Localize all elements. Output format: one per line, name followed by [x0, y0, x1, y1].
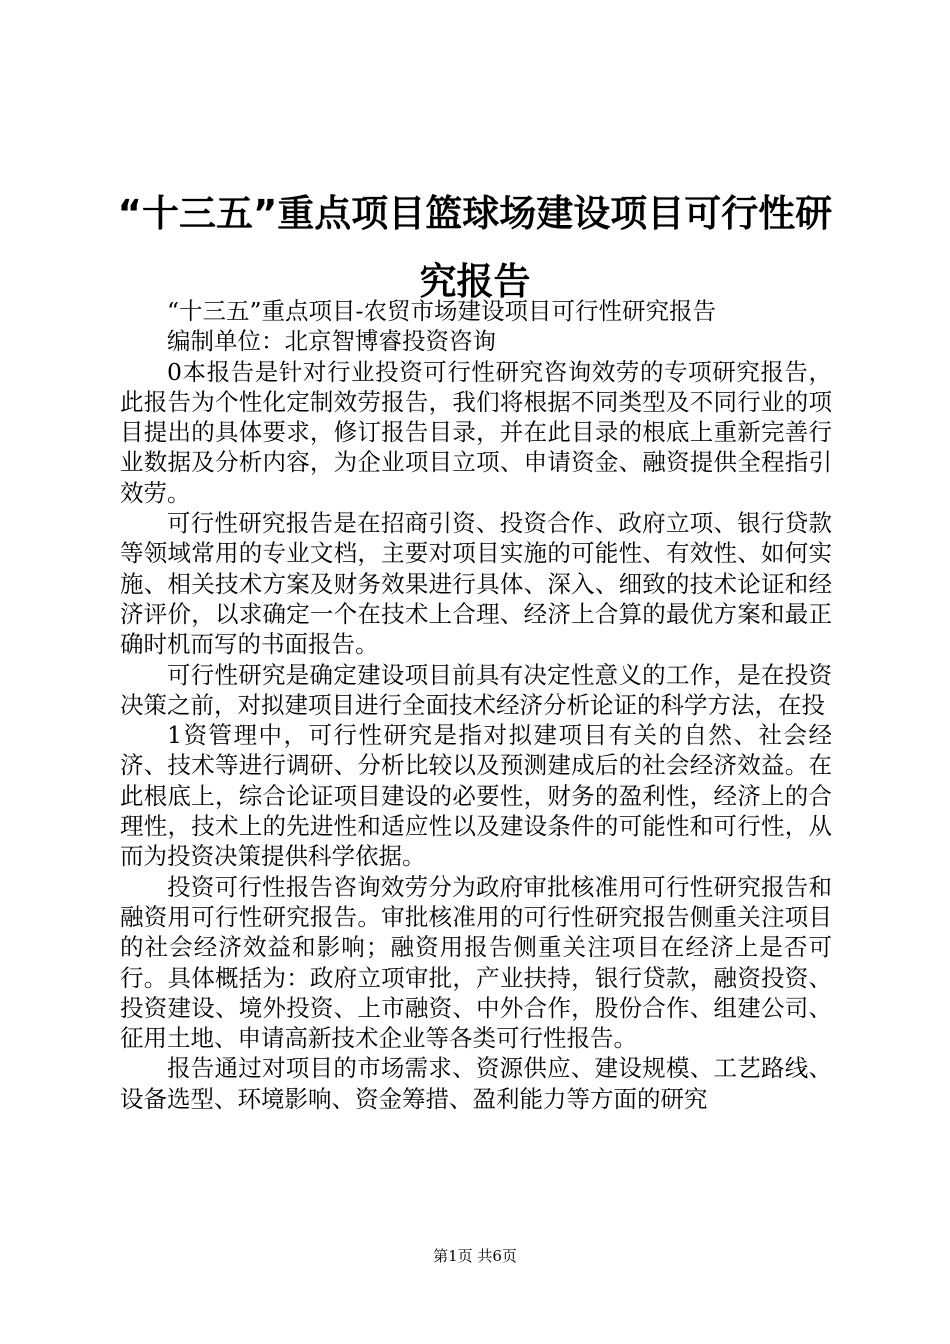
paragraph: 可行性研究报告是在招商引资、投资合作、政府立项、银行贷款等领域常用的专业文档，主要对项目实施的可能性、有效性、如何实施、相关技术方案及财务效果进行具体、深入、细致的技术论证和经济评价，以求确定一个在技术上合理、经济上合算的最优方案和最正确时机而写的书面报告。 [120, 509, 832, 659]
page-number-footer: 第1页 共6页 [433, 1247, 517, 1265]
paragraph: 0本报告是针对行业投资可行性研究咨询效劳的专项研究报告，此报告为个性化定制效劳报告，我们将根据不同类型及不同行业的项目提出的具体要求，修订报告目录，并在此目录的根底上重新完善行业数据及分析内容，为企业项目立项、申请资金、融资提供全程指引效劳。 [120, 357, 832, 507]
document-title: “十三五”重点项目篮球场建设项目可行性研究报告 [117, 192, 833, 303]
document-body [120, 296, 832, 1188]
paragraph: 报告通过对项目的市场需求、资源供应、建设规模、工艺路线、设备选型、环境影响、资金筹措、盈利能力等方面的研究 [120, 1054, 832, 1113]
paragraph: 1资管理中，可行性研究是指对拟建项目有关的自然、社会经济、技术等进行调研、分析比较以及预测建成后的社会经济效益。在此根底上，综合论证项目建设的必要性，财务的盈利性，经济上的合理性，技术上的先进性和适应性以及建设条件的可能性和可行性，从而为投资决策提供科学依据。 [120, 721, 832, 871]
paragraph-subtitle: “十三五”重点项目-农贸市场建设项目可行性研究报告 [167, 297, 716, 325]
paragraph-compiler: 编制单位：北京智博睿投资咨询 [167, 327, 496, 356]
paragraph: 可行性研究是确定建设项目前具有决定性意义的工作，是在投资决策之前，对拟建项目进行全面技术经济分析论证的科学方法，在投 [120, 660, 832, 719]
paragraph: 投资可行性报告咨询效劳分为政府审批核准用可行性研究报告和融资用可行性研究报告。审批核准用的可行性研究报告侧重关注项目的社会经济效益和影响；融资用报告侧重关注项目在经济上是否可行。具体概括为：政府立项审批，产业扶持，银行贷款，融资投资、投资建设、境外投资、上市融资、中外合作，股份合作、组建公司、征用土地、申请高新技术企业等各类可行性报告。 [120, 872, 832, 1053]
